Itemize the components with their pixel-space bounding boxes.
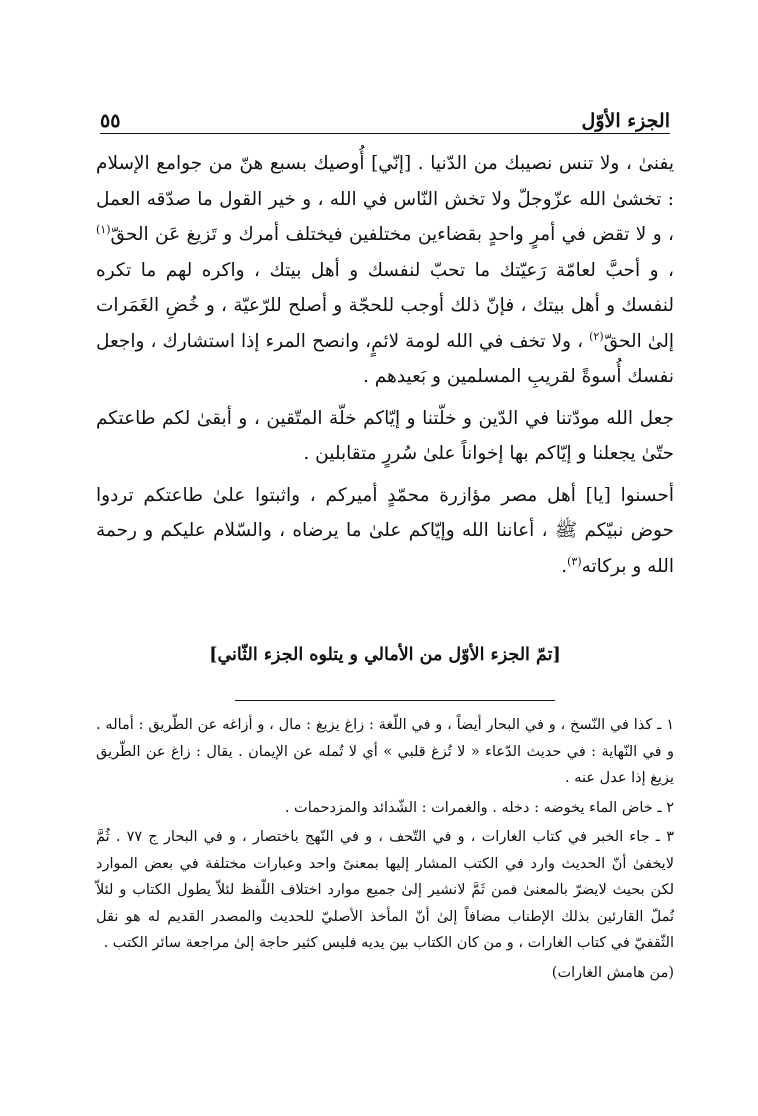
- paragraph-2: جعل الله مودّتنا في الدّين و خلّتنا و إيّاكم خلّة المتّقين ، و أبقىٰ لكم طاعتكم حتّىٰ يجعلنا و إيّاكم بها إخواناً علىٰ سُررٍ متقابلين .: [96, 407, 674, 464]
- header-rule: [100, 133, 670, 134]
- paragraph-1-part-3: ، ولا تخف في الله لومة لائمٍ، وانصح المرء إذا استشارك ، واجعل نفسك أُسوةً لقريبِ المسلمين و بَعيدهم .: [96, 330, 674, 387]
- footnote-3: ٣ ـ جاء الخبر في كتاب الغارات ، و في التّحف ، و في النّهج باختصار ، و في البحار ج ٧٧ . ثُمَّ لايخفىٰ أنّ الحديث وارد في الكتب المشار إليها بمعنىً واحد وعبارات مختلفة في بعض الموارد لكن بحيث لايضرّ بالمعنىٰ فمن ثَمَّ لانشير إلىٰ جميع موارد اختلاف اللّفظ لئلاّ يطول الكتاب و لئلاّ نُملّ القارئين بذلك الإطناب مضافاً إلىٰ أنّ المأخذ الأصليّ للحديث والمصدر القديم له هو نقل الثّقفيّ في كتاب الغارات ، و من كان الكتاب بين يديه فليس كثير حاجة إلىٰ مراجعة سائر الكتب .: [96, 829, 675, 951]
- paragraph-3-text: أحسنوا [يا] أهل مصر مؤازرة محمّدٍ أميركم ، واثبتوا علىٰ طاعتكم تردوا حوض نبيّكم ﷺ ، أعاننا الله وإيّاكم علىٰ ما يرضاه ، والسّلام عليكم و رحمة الله و بركاته: [96, 484, 674, 577]
- paragraph-1-part-2: ، و أحبَّ لعامّة رَعيّتك ما تحبّ لنفسك و أهل بيتك ، واكره لهم ما تكره لنفسك و أهل بيتك ، فإنّ ذلك أوجب للحجّة و أصلح للرّعيّة ، و خُضِ الغَمَرات إلىٰ الحقّ: [96, 259, 674, 352]
- running-header: [100, 98, 670, 132]
- footnote-rule: [235, 700, 555, 701]
- page-number: ٥٥: [100, 110, 121, 132]
- paragraph-1-part-1: يفنىٰ ، ولا تنس نصيبك من الدّنيا . [إنّي] أُوصيك بسبع هنّ من جوامع الإسلام : تخشىٰ الله عزّوجلّ ولا تخش النّاس في الله ، و خير القول ما صدّقه العمل ، و لا تقض في أمرٍ واحدٍ بقضاءين مختلفين فيختلف أمرك و تَزيغ عَن الحقّ: [96, 153, 674, 245]
- footnote-2: ٢ ـ خاض الماء يخوضه : دخله . والغمرات : الشّدائد والمزدحمات .: [284, 799, 674, 816]
- footnote-ref-2: (٢): [589, 329, 604, 343]
- footnote-ref-3: (٣): [567, 554, 582, 568]
- source-note: (من هامش الغارات): [551, 964, 674, 981]
- running-title: الجزء الأوّل: [581, 110, 670, 132]
- footnotes: [96, 712, 674, 986]
- footnote-ref-1: (١): [96, 222, 111, 236]
- paragraph-1: [96, 146, 674, 395]
- footnote-1: ١ ـ كذا في النّسخ ، و في البحار أيضاً ، و في اللّغة : زاغ يزيغ : مال ، و أزاغه عن الطّريق : أماله . و في النّهاية : في حديث الدّعاء « لا تُزغ قلبي » أي لا تُمله عن الإيمان . يقال : زاغ عن الطّريق يزيغ إذا عدل عنه .: [96, 717, 674, 786]
- closing-line: [تمّ الجزء الأوّل من الأمالي و يتلوه الجزء الثّاني]: [209, 645, 561, 665]
- paragraph-3: أحسنوا [يا] أهل مصر مؤازرة محمّدٍ أميركم ، واثبتوا علىٰ طاعتكم تردوا حوض نبيّكم ﷺ ، أعاننا الله وإيّاكم علىٰ ما يرضاه ، والسّلام عليكم و رحمة الله و بركاته$^{(٣)}$.: [96, 484, 674, 577]
- main-text: [96, 146, 674, 584]
